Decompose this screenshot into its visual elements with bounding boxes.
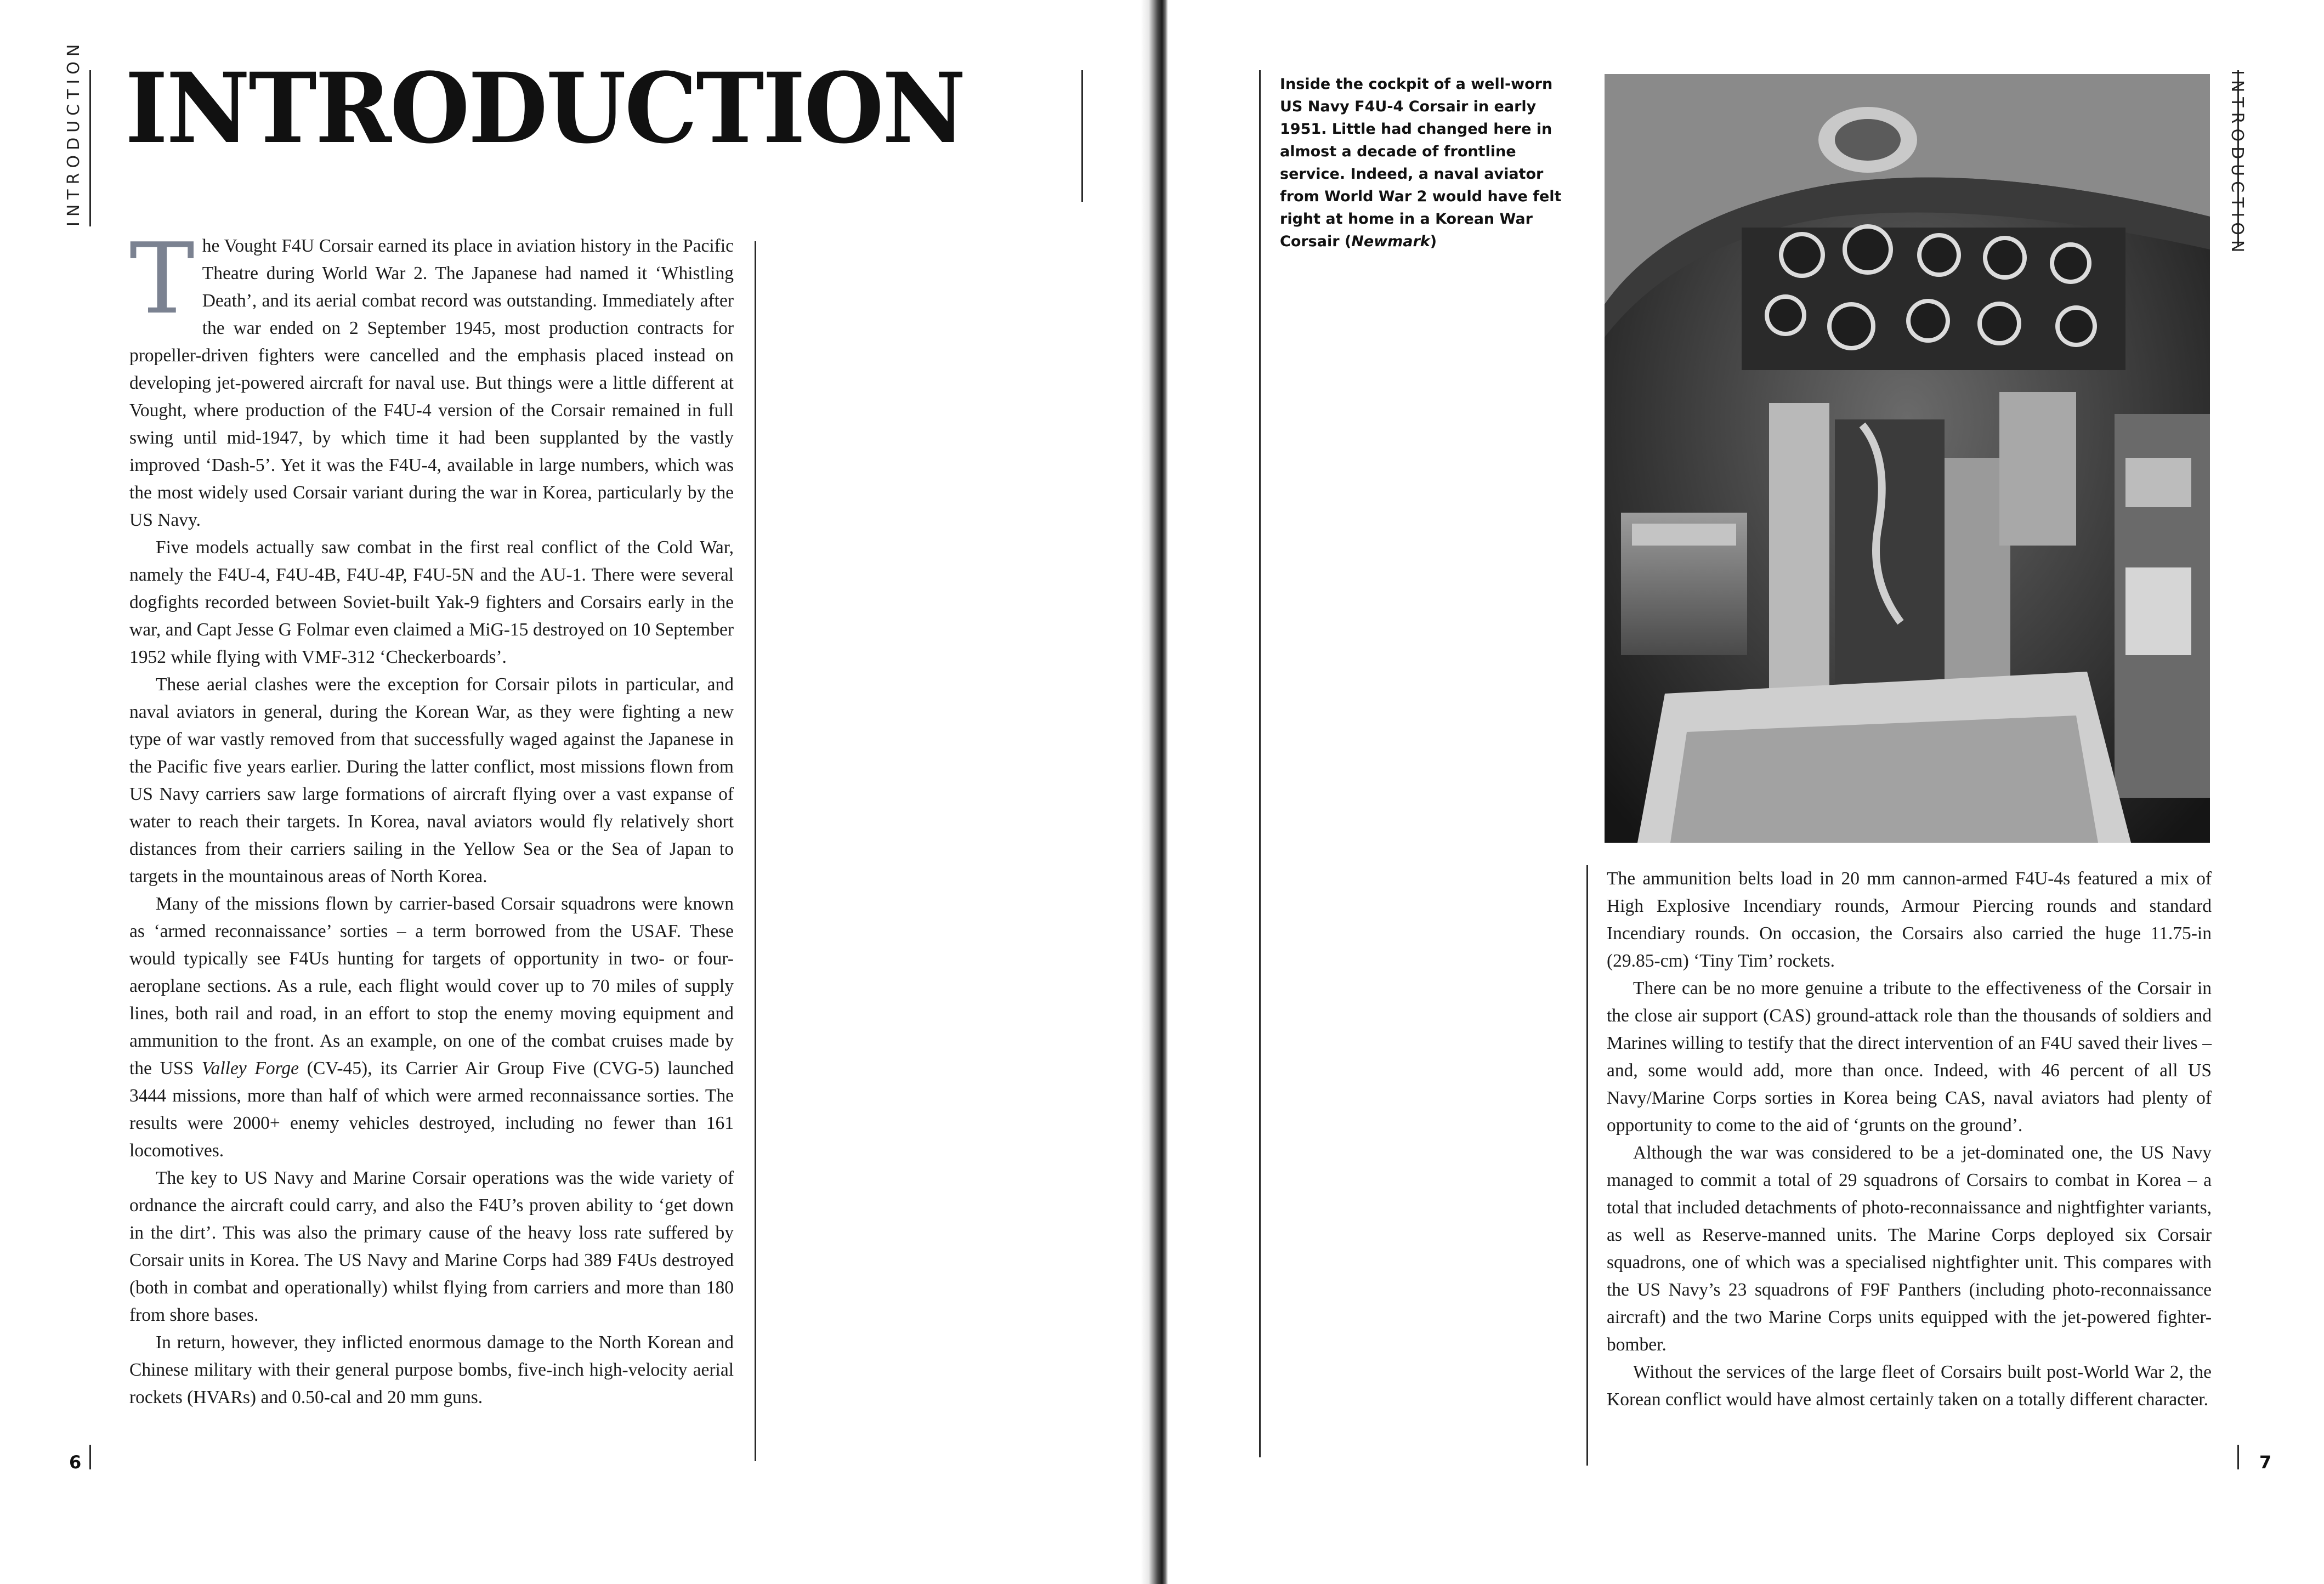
left-margin-rule-bottom — [89, 1445, 91, 1469]
body-paragraph: Without the services of the large fleet of Corsairs built post-World War 2, the Korean conflict would have almost certainly taken on a totally different character. — [1607, 1362, 2212, 1410]
body-paragraph: The Vought F4U Corsair earned its place in aviation history in the Pacific Theatre during World War 2. The Japanese had named it ‘Whistling Death’, and its aerial combat record was outstanding. Immediately after the war ended on 2 September 1945, most production contracts for propeller-driven fighters were cancelled and the emphasis placed instead on developing jet-powered aircraft for naval use. But things were a little different at Vought, where production of the F4U-4 version of the Corsair remained in full swing until mid-1947, by which time it had been supplanted by the vastly improved ‘Dash-5’. Yet it was the F4U-4, available in large numbers, which was the most widely used Corsair variant during the war in Korea, particularly by the US Navy. — [129, 222, 734, 530]
left-column-rule — [755, 241, 756, 1461]
right-gutter-rule — [1259, 70, 1261, 1457]
book-spine-shadow — [1141, 0, 1168, 1584]
photo-caption: Inside the cockpit of a well-worn US Navy F4U-4 Corsair in early 1951. Little had changed here in almost a decade of frontline service. Indeed, a naval aviator from World War 2 would have felt right at home in a Korean War Corsair (Newmark) — [1280, 76, 1562, 250]
right-margin-rule-bottom — [2237, 1445, 2239, 1469]
page-number-left: 6 — [69, 1452, 82, 1473]
page-title: INTRODUCTION — [125, 52, 965, 165]
body-paragraph: The key to US Navy and Marine Corsair operations was the wide variety of ordnance the aircraft could carry, and also the F4U’s proven ability to ‘get down in the dirt’. This was also the primary cause of the heavy loss rate suffered by Corsair units in Korea. The US Navy and Marine Corps had 389 F4Us destroyed (both in combat and operationally) whilst flying from carriers and more than 180 from shore bases. — [129, 1168, 734, 1325]
right-running-head: INTRODUCTION — [2227, 70, 2247, 258]
drop-cap: T — [129, 222, 195, 336]
right-body-text — [1607, 865, 2212, 1413]
body-paragraph: Five models actually saw combat in the first real conflict of the Cold War, namely the F4U-4, F4U-4B, F4U-4P, F4U-5N and the AU-1. There were several dogfights recorded between Soviet-built Yak-9 fighters and Corsairs early in the war, and Capt Jesse G Folmar even claimed a MiG-15 destroyed on 10 September 1952 while flying with VMF-312 ‘Checkerboards’. — [129, 537, 734, 667]
body-paragraph: There can be no more genuine a tribute to the effectiveness of the Corsair in the close air support (CAS) ground-attack role than the thousands of soldiers and Marines willing to testify that the direct intervention of an F4U saved their lives – and, some would add, more than once. Indeed, with 46 percent of all US Navy/Marine Corps sorties in Korea being CAS, naval aviators had plenty of opportunity to come to the aid of ‘grunts on the ground’. — [1607, 978, 2212, 1136]
left-margin-rule-top — [89, 70, 91, 226]
cockpit-photo — [1605, 74, 2210, 843]
body-paragraph: These aerial clashes were the exception for Corsair pilots in particular, and naval aviators in general, during the Korean War, as they were fighting a new type of war vastly removed from that successfully waged against the Japanese in the Pacific five years earlier. During the latter conflict, most missions flown from US Navy carriers saw large formations of aircraft flying over a vast expanse of water to reach their targets. In Korea, naval aviators would fly relatively short distances from their carriers sailing in the Yellow Sea or the Sea of Japan to targets in the mountainous areas of North Korea. — [129, 674, 734, 887]
ship-name: Valley Forge — [201, 1058, 299, 1078]
body-paragraph: In return, however, they inflicted enormous damage to the North Korean and Chinese military with their general purpose bombs, five-inch high-velocity aerial rockets (HVARs) and 0.50-cal and 20 mm guns. — [129, 1332, 734, 1407]
body-paragraph: The ammunition belts load in 20 mm cannon-armed F4U-4s featured a mix of High Explosive Incendiary rounds, Armour Piercing rounds and standard Incendiary rounds. On occasion, the Corsairs also carried the huge 11.75-in (29.85-cm) ‘Tiny Tim’ rockets. — [1607, 868, 2212, 971]
left-body-text — [129, 222, 734, 1411]
body-paragraph: Many of the missions flown by carrier-based Corsair squadrons were known as ‘armed reconnaissance’ sorties – a term borrowed from the USAF. These would typically see F4Us hunting for targets of opportunity in two- or four-aeroplane sections. As a rule, each flight would cover up to 70 miles of supply lines, both rail and road, in an effort to stop the enemy moving equipment and ammunition to the front. As an example, on one of the combat cruises made by the USS Valley Forge (CV-45), its Carrier Air Group Five (CVG-5) launched 3444 missions, more than half of which were armed reconnaissance sorties. The results were 2000+ enemy vehicles destroyed, including no fewer than 161 locomotives. — [129, 894, 734, 1161]
cockpit-photo-image — [1605, 74, 2210, 843]
photo-credit: Newmark — [1351, 233, 1430, 250]
body-paragraph: Although the war was considered to be a jet-dominated one, the US Navy managed to commit a total of 29 squadrons of Corsairs to combat in Korea – a total that included detachments of photo-reconnaissance and nightfighter variants, as well as Reserve-manned units. The Marine Corps deployed six Corsair squadrons, one of which was a specialised nightfighter unit. This compares with the US Navy’s 23 squadrons of F9F Panthers (including photo-reconnaissance aircraft) and the two Marine Corps units equipped with the jet-powered fighter-bomber. — [1607, 1143, 2212, 1355]
left-gutter-rule-top — [1081, 70, 1083, 202]
page-number-right: 7 — [2259, 1452, 2272, 1473]
right-column-rule — [1586, 865, 1588, 1466]
left-running-head: INTRODUCTION — [64, 39, 83, 226]
